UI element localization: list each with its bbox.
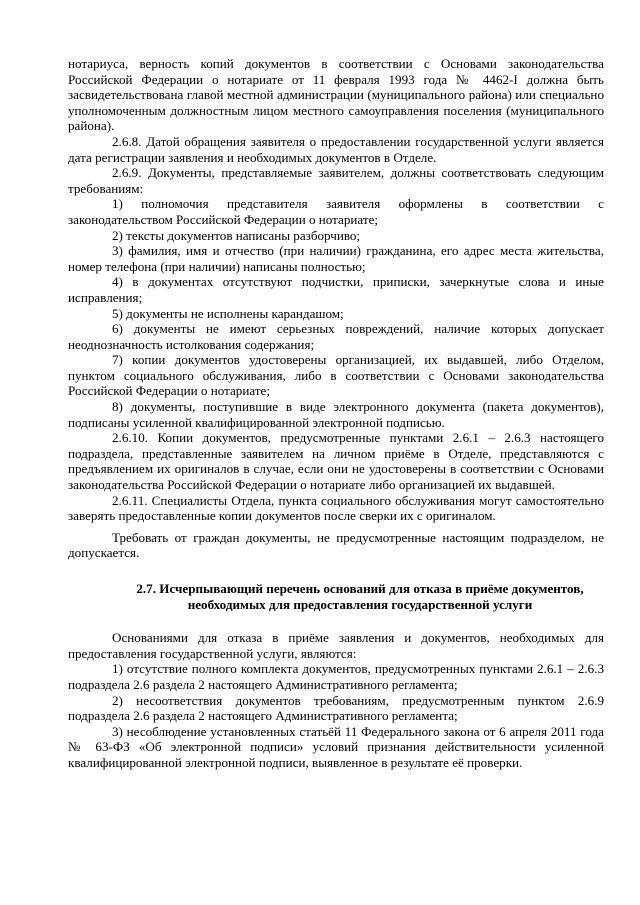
list-item-2-6-9-4: 4) в документах отсутствуют подчистки, приписки, зачеркнутые слова и иные исправления; [68,274,604,305]
list-item-2-7-1: 1) отсутствие полного комплекта документов, предусмотренных пунктами 2.6.1 – 2.6.3 подраздела 2.6 раздела 2 настоящего Административного регламента; [68,661,604,692]
section-heading-line-2: необходимых для предоставления государственной услуги [187,596,533,612]
paragraph-continuation: нотариуса, верность копий документов в соответствии с Основами законодательства Российской Федерации о нотариате от 11 февраля 1993 года № 4462-I должна быть засвидетельствована главой местной администрации (муниципального района) или специально уполномоченным должностным лицом местного самоуправления поселения (муниципального района). [68,56,604,134]
list-item-2-7-3: 3) несоблюдение установленных статьёй 11 Федерального закона от 6 апреля 2011 года № 63-ФЗ «Об электронной подписи» условий признания действительности усиленной квалифицированной электронной подписи, выявленное в результате её проверки. [68,723,604,770]
paragraph-2-6-8: 2.6.8. Датой обращения заявителя о предоставлении государственной услуги является дата регистрации заявления и необходимых документов в Отделе. [68,133,604,165]
list-item-2-7-2: 2) несоответствия документов требованиям, предусмотренным пунктом 2.6.9 подраздела 2.6 раздела 2 настоящего Административного регламента; [68,692,604,724]
paragraphs-top [68,56,604,561]
section-heading-line-1: 2.7. Исчерпывающий перечень оснований для отказа в приёме документов, [136,581,584,596]
paragraph-2-6-9: 2.6.9. Документы, представляемые заявителем, должны соответствовать следующим требованиям: [68,165,604,196]
paragraph-2-7-intro: Основаниями для отказа в приёме заявления и документов, необходимых для предоставления государственной услуги, являются: [68,630,604,661]
paragraph-2-6-11: 2.6.11. Специалисты Отдела, пункта социального обслуживания могут самостоятельно заверять предоставленные копии документов после сверки их с оригиналом. [68,492,604,524]
paragraph-requirement: Требовать от граждан документы, не предусмотренные настоящим подразделом, не допускается. [68,529,604,561]
list-item-2-6-9-8: 8) документы, поступившие в виде электронного документа (пакета документов), подписаны усиленной квалифицированной электронной подписью. [68,399,604,430]
list-item-2-6-9-5: 5) документы не исполнены карандашом; [112,305,344,321]
paragraphs-bottom [68,630,604,770]
list-item-2-6-9-6: 6) документы не имеют серьезных повреждений, наличие которых допускает неоднозначность истолкования содержания; [68,321,604,352]
list-item-2-6-9-1: 1) полномочия представителя заявителя оформлены в соответствии с законодательством Российской Федерации о нотариате; [68,196,604,227]
paragraph-2-6-10: 2.6.10. Копии документов, предусмотренные пунктами 2.6.1 – 2.6.3 настоящего подраздела, представленные заявителем на личном приёме в Отделе, представляются с предъявлением их оригиналов в случае, если они не удостоверены в соответствии с Основами законодательства Российской Федерации о нотариате либо организацией их выдавшей. [68,430,604,493]
list-item-2-6-9-2: 2) тексты документов написаны разборчиво; [112,227,361,243]
list-item-2-6-9-7: 7) копии документов удостоверены организацией, их выдавшей, либо Отделом, пунктом социального обслуживания, либо в соответствии с Основами законодательства Российской Федерации о нотариате; [68,352,604,399]
section-heading-2-7 [68,581,604,612]
list-item-2-6-9-3: 3) фамилия, имя и отчество (при наличии) гражданина, его адрес места жительства, номер телефона (при наличии) написаны полностью; [68,243,604,274]
